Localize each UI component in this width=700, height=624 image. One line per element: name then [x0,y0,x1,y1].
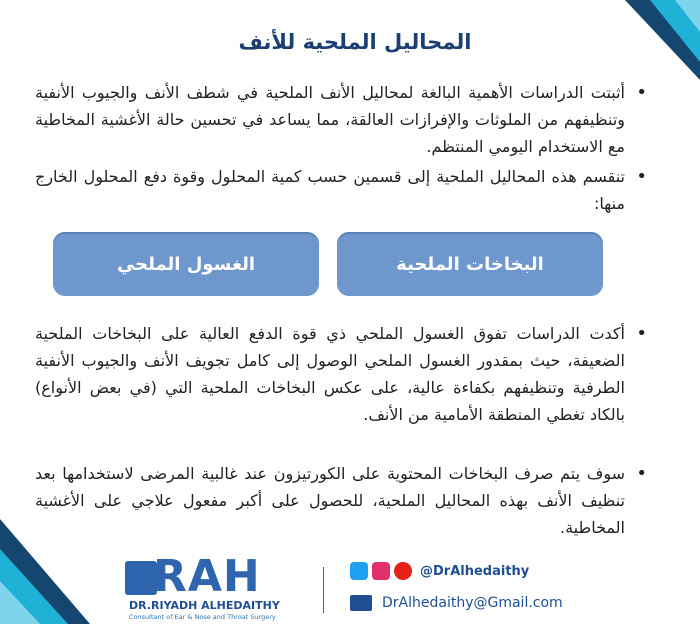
footer [95,553,700,624]
bullet: • [636,323,647,344]
paragraph-text: تنقسم هذه المحاليل الملحية إلى قسمين حسب كمية المحلول وقوة دفع المحلول الخارج منها: [35,167,625,213]
page-title: المحاليل الملحية للأنف [238,30,472,54]
social-links [350,561,529,581]
mail-icon [350,595,372,611]
paragraph-text: أثبتت الدراسات الأهمية البالغة لمحاليل الأنف الملحية في شطف الأنف والجيوب الأنفية وتنظيفهم من الملوثات والإفرازات العالقة، مما يساعد في تحسين حالة الأغشية المخاطية مع الاستخدام اليومي المنتظم. [35,83,625,156]
logo-text: RAH [153,551,261,602]
paragraph-division [35,163,647,217]
bullet: • [636,166,647,187]
contact-email [350,593,563,613]
paragraph-text: سوف يتم صرف البخاخات المحتوية على الكورتيزون عند غالبية المرضى لاستخدامها بعد تنظيف الأنف بهذه المحاليل الملحية، للحصول على أكبر مفعول علاجي على الأغشية المخاطية. [35,464,625,537]
paragraph-benefits [35,79,647,160]
bullet: • [636,463,647,484]
category-saline-spray: البخاخات الملحية [337,232,603,296]
clinic-logo [125,551,335,621]
youtube-icon[interactable] [394,562,412,580]
logo-subtitle: Consultant of Ear & Nose and Throat Surgery [129,613,276,621]
email-address[interactable]: DrAlhedaithy@Gmail.com [382,595,563,611]
twitter-icon[interactable] [350,562,368,580]
paragraph-text: أكدت الدراسات تفوق الغسول الملحي ذي قوة الدفع العالية على البخاخات الملحية الضعيفة، حيث بمقدور الغسول الملحي الوصول إلى كامل تجويف الأنف والجيوب الأنفية الطرفية وتنظيفهم بكفاءة عالية، على عكس البخاخات الملحية التي (في بعض الأنواع) بالكاد تغطي المنطقة الأمامية من الأنف. [35,324,625,424]
paragraph-comparison [35,320,647,428]
category-saline-rinse: الغسول الملحي [53,232,319,296]
paragraph-cortisone [35,460,647,541]
corner-decoration-top-right [605,0,700,80]
instagram-icon[interactable] [372,562,390,580]
footer-divider [323,567,324,613]
social-handle[interactable]: @DrAlhedaithy [420,563,530,579]
logo-doctor-name: DR.RIYADH ALHEDAITHY [129,599,280,612]
bullet: • [636,82,647,103]
